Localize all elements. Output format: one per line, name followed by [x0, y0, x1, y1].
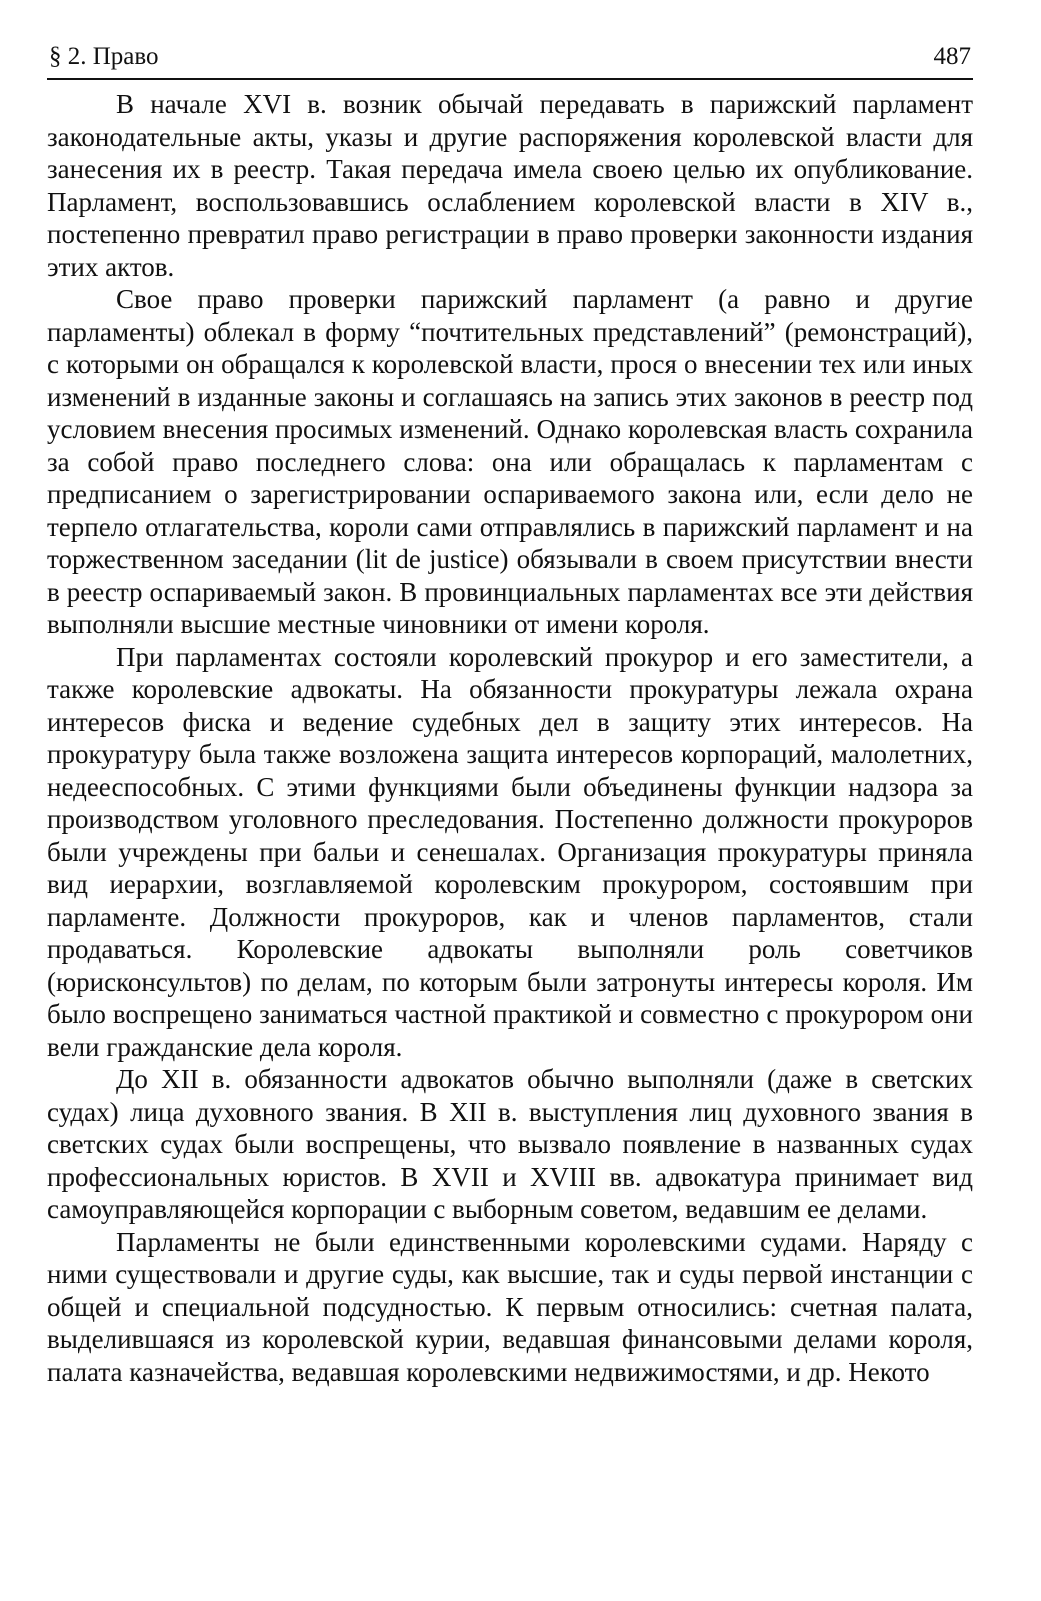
- paragraph: В начале XVI в. возник обычай передавать в парижский парламент законодательные акты, указы и другие распоряжения королевской власти для занесения их в реестр. Такая передача имела своею целью их опубликование. Парламент, воспользовавшись ослаблением королевской власти в XIV в., постепенно превратил право регистрации в право проверки законности издания этих актов.: [47, 89, 973, 282]
- page-number: 487: [933, 43, 971, 70]
- paragraph: Парламенты не были единственными королевскими судами. Наряду с ними существовали и другие суды, как высшие, так и суды первой инстанции с общей и специальной подсудностью. К первым относились: счетная палата, выделившаяся из королевской курии, ведавшая финансовыми делами короля, палата казначейства, ведавшая королевскими недвижимостями, и др. Некото: [47, 1226, 973, 1387]
- paragraph: Свое право проверки парижский парламент (а равно и другие парламенты) облекал в форму “почтительных представлений” (ремонстраций), с которыми он обращался к королевской власти, прося о внесении тех или иных изменений в изданные законы и соглашаясь на запись этих законов в реестр под условием внесения просимых изменений. Однако королевская власть сохранила за собой право последнего слова: она или обращалась к парламентам с предписанием о зарегистрировании оспариваемого закона или, если дело не терпело отлагательства, короли сами отправлялись в парижский парламент и на торжественном заседании (lit de justice) обязывали в своем присутствии внести в реестр оспариваемый закон. В провинциальных парламентах все эти действия выполняли высшие местные чиновники от имени короля.: [47, 284, 973, 639]
- section-title: § 2. Право: [49, 43, 159, 70]
- running-head: [47, 40, 973, 80]
- paragraph: До XII в. обязанности адвокатов обычно выполняли (даже в светских судах) лица духовного звания. В XII в. выступления лиц духовного звания в светских судах были воспрещены, что вызвало появление в названных судах профессиональных юристов. В XVII и XVIII вв. адвокатура принимает вид самоуправляющейся корпорации с выборным советом, ведавшим ее делами.: [47, 1064, 973, 1224]
- book-page: [47, 40, 973, 1388]
- body-text: [47, 88, 973, 1388]
- paragraph: При парламентах состояли королевский прокурор и его заместители, а также королевские адвокаты. На обязанности прокуратуры лежала охрана интересов фиска и ведение судебных дел в защиту этих интересов. На прокуратуру была также возложена защита интересов корпораций, малолетних, недееспособных. С этими функциями были объединены функции надзора за производством уголовного преследования. Постепенно должности прокуроров были учреждены при бальи и сенешалах. Организация прокуратуры приняла вид иерархии, возглавляемой королевским прокурором, состоявшим при парламенте. Должности прокуроров, как и членов парламентов, стали продаваться. Королевские адвокаты выполняли роль советчиков (юрисконсультов) по делам, по которым были затронуты интересы короля. Им было воспрещено заниматься частной практикой и совместно с прокурором они вели гражданские дела короля.: [47, 641, 973, 1062]
